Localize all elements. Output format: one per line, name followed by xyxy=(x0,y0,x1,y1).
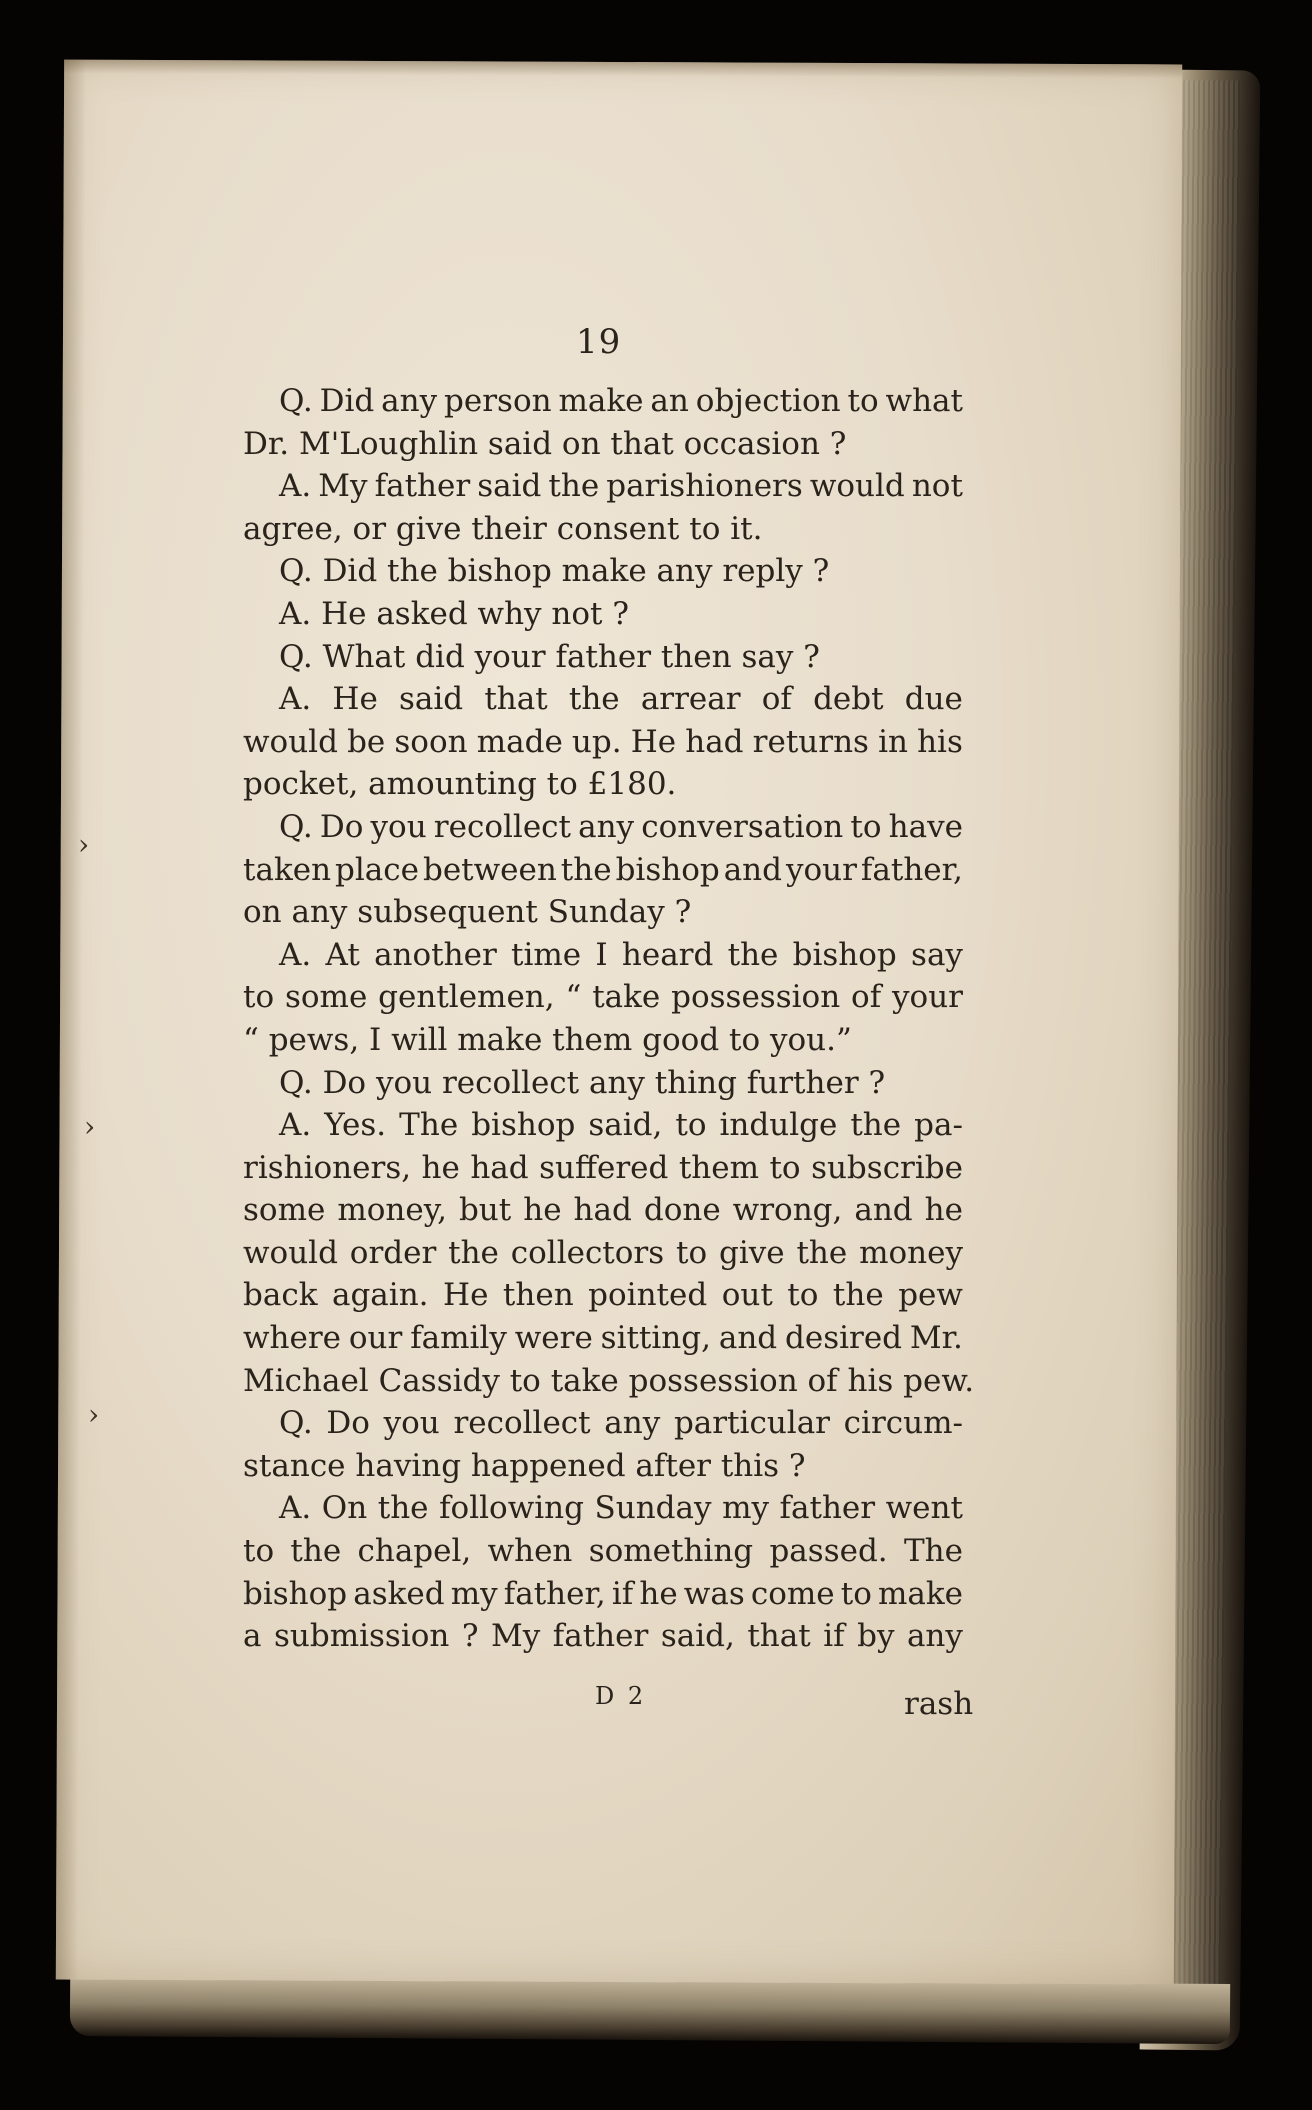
text-line: Q. Do you recollect any thing further ? xyxy=(279,1064,886,1101)
text-line: agree, or give their consent to it. xyxy=(243,510,763,547)
text-line: some money, but he had done wrong, and he xyxy=(243,1192,963,1229)
text-line: bishop asked my father, if he was come to make xyxy=(243,1575,963,1612)
text-line: stance having happened after this ? xyxy=(243,1447,806,1484)
margin-mark: › xyxy=(88,1398,100,1431)
text-line: A. Yes. The bishop said, to indulge the pa- xyxy=(279,1107,963,1144)
text-line: a submission ? My father said, that if by any xyxy=(243,1618,963,1655)
text-line: Q. Do you recollect any conversation to have xyxy=(279,808,963,845)
text-line: taken place between the bishop and your father, xyxy=(243,851,963,888)
body-text xyxy=(243,380,975,1658)
text-line: to the chapel, when something passed. The xyxy=(243,1533,963,1570)
text-line: would order the collectors to give the money xyxy=(243,1234,963,1271)
text-line: Michael Cassidy to take possession of his pew. xyxy=(243,1362,975,1399)
bottom-edge xyxy=(70,1976,1230,2044)
text-line: Dr. M'Loughlin said on that occasion ? xyxy=(243,425,847,462)
page-number: 19 xyxy=(576,322,622,362)
text-line: A. My father said the parishioners would not xyxy=(279,468,963,505)
text-line: rishioners, he had suffered them to subscribe xyxy=(243,1149,963,1186)
text-line: Q. Did the bishop make any reply ? xyxy=(279,553,830,590)
signature-mark: D 2 xyxy=(595,1682,647,1710)
margin-mark: › xyxy=(78,828,90,861)
text-line: would be soon made up. He had returns in his xyxy=(243,723,963,760)
text-line: back again. He then pointed out to the pew xyxy=(243,1277,963,1314)
text-line: on any subsequent Sunday ? xyxy=(243,894,692,931)
text-line: A. He asked why not ? xyxy=(279,595,629,632)
text-line: where our family were sitting, and desired Mr. xyxy=(243,1320,963,1357)
text-line: to some gentlemen, “ take possession of your xyxy=(243,979,963,1016)
text-line: A. On the following Sunday my father went xyxy=(279,1490,963,1527)
text-line: Q. What did your father then say ? xyxy=(279,638,820,675)
text-line: pocket, amounting to £180. xyxy=(243,766,677,803)
text-line: Q. Do you recollect any particular circum- xyxy=(279,1405,963,1442)
text-line: A. At another time I heard the bishop say xyxy=(279,936,963,973)
catchword: rash xyxy=(904,1686,974,1722)
margin-mark: › xyxy=(84,1110,96,1143)
text-line: Q. Did any person make an objection to what xyxy=(279,383,963,419)
text-line: “ pews, I will make them good to you.” xyxy=(243,1021,852,1058)
text-line: A. He said that the arrear of debt due xyxy=(279,681,963,718)
